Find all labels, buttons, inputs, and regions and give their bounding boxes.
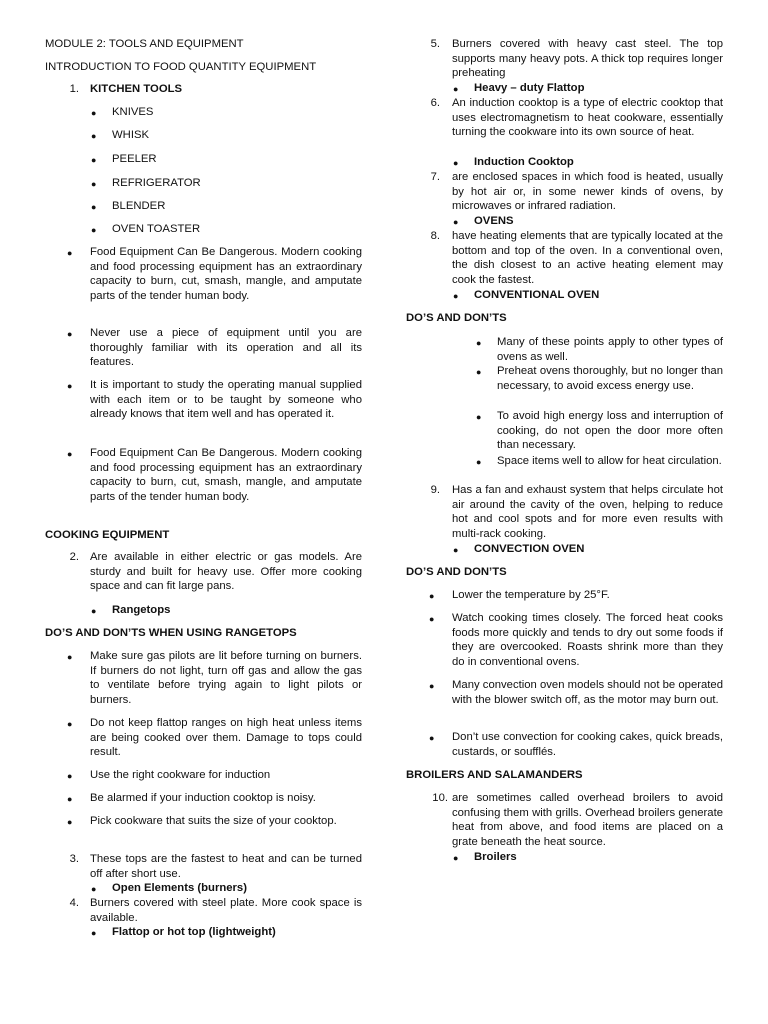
bullet-icon: ●	[67, 652, 73, 662]
item-7-label: OVENS	[474, 215, 514, 227]
bullet-icon: ●	[91, 108, 97, 118]
convection-tip-text: Lower the temperature by 25°F.	[452, 589, 610, 601]
bullet-icon: ●	[453, 84, 459, 94]
intro-title: INTRODUCTION TO FOOD QUANTITY EQUIPMENT	[45, 61, 317, 73]
safety-bullet-text: Food Equipment Can Be Dangerous. Modern cooking and food processing equipment has an extraordinary capacity to burn, cut, smash, mangle, and amputate parts of the tender human body.	[90, 447, 362, 503]
item-2-label: Rangetops	[112, 604, 171, 616]
bullet-icon: ●	[429, 614, 435, 624]
kitchen-tool-item: OVEN TOASTER	[112, 223, 201, 235]
oven-tip-text: Many of these points apply to other types of ovens as well.	[497, 336, 723, 363]
bullet-icon: ●	[67, 817, 73, 827]
item-3-text: These tops are the fastest to heat and can be turned off after short use.	[90, 853, 362, 880]
kitchen-tool-item: REFRIGERATOR	[112, 177, 201, 189]
rangetop-bullet-text: Be alarmed if your induction cooktop is noisy.	[90, 792, 316, 804]
bullet-icon: ●	[91, 225, 97, 235]
item-number-1: 1.	[69, 83, 79, 95]
item-number-4: 4.	[69, 897, 79, 909]
rangetop-bullet-text: Use the right cookware for induction	[90, 769, 271, 781]
item-4-label: Flattop or hot top (lightweight)	[112, 926, 276, 938]
item-9-text: Has a fan and exhaust system that helps circulate hot air around the cavity of the oven, helping to reduce hot and cool spots and for more even results with multi-rack cooking.	[452, 484, 723, 540]
oven-tip-text: To avoid high energy loss and interruption of cooking, do not open the door more often than necessary.	[497, 410, 723, 452]
bullet-icon: ●	[91, 606, 97, 616]
kitchen-tool-item: PEELER	[112, 153, 157, 165]
bullet-icon: ●	[476, 412, 482, 422]
bullet-icon: ●	[476, 457, 482, 467]
cooking-equipment-heading: COOKING EQUIPMENT	[45, 529, 170, 541]
kitchen-tool-item: WHISK	[112, 129, 150, 141]
convection-tip-text: Many convection oven models should not be operated with the blower switch off, as the motor may burn out.	[452, 679, 723, 706]
bullet-icon: ●	[453, 853, 459, 863]
item-number-5: 5.	[430, 38, 440, 50]
rangetop-bullet-text: Pick cookware that suits the size of your cooktop.	[90, 815, 337, 827]
item-8-label: CONVENTIONAL OVEN	[474, 289, 600, 301]
bullet-icon: ●	[67, 794, 73, 804]
bullet-icon: ●	[453, 158, 459, 168]
bullet-icon: ●	[67, 449, 73, 459]
bullet-icon: ●	[453, 545, 459, 555]
kitchen-tool-item: KNIVES	[112, 106, 154, 118]
module-title: MODULE 2: TOOLS AND EQUIPMENT	[45, 38, 244, 50]
rangetop-bullet-text: Make sure gas pilots are lit before turning on burners. If burners do not light, turn off gas and allow the gas to ventilate before trying again to light pilots or burners.	[90, 650, 362, 706]
bullet-icon: ●	[453, 217, 459, 227]
oven-tip-text: Space items well to allow for heat circulation.	[497, 455, 722, 467]
item-9-label: CONVECTION OVEN	[474, 543, 585, 555]
bullet-icon: ●	[91, 155, 97, 165]
item-5-label: Heavy – duty Flattop	[474, 82, 585, 94]
item-5-text: Burners covered with heavy cast steel. The top supports many heavy pots. A thick top requires longer preheating	[452, 38, 723, 80]
item-number-6: 6.	[430, 97, 440, 109]
item-3-label: Open Elements (burners)	[112, 882, 247, 894]
dos-donts-convection-heading: DO’S AND DON’TS	[406, 566, 507, 578]
kitchen-tool-item: BLENDER	[112, 200, 166, 212]
convection-tip-text: Watch cooking times closely. The forced heat cooks foods more quickly and tends to dry out some foods if they are overcooked. Roasts shrink more than they do in conventional ovens.	[452, 612, 723, 668]
item-6-label: Induction Cooktop	[474, 156, 574, 168]
dos-donts-rangetops-heading: DO’S AND DON’TS WHEN USING RANGETOPS	[45, 627, 297, 639]
item-number-8: 8.	[430, 230, 440, 242]
bullet-icon: ●	[91, 884, 97, 894]
safety-bullet-text: Food Equipment Can Be Dangerous. Modern cooking and food processing equipment has an extraordinary capacity to burn, cut, smash, mangle, and amputate parts of the tender human body.	[90, 246, 362, 302]
item-10-text: are sometimes called overhead broilers to avoid confusing them with grills. Overhead broilers generate heat from above, and food items are placed on a grate beneath the heat source.	[452, 792, 723, 848]
kitchen-tools-heading: KITCHEN TOOLS	[90, 83, 183, 95]
item-number-9: 9.	[430, 484, 440, 496]
bullet-icon: ●	[429, 681, 435, 691]
bullet-icon: ●	[429, 591, 435, 601]
bullet-icon: ●	[91, 179, 97, 189]
bullet-icon: ●	[67, 771, 73, 781]
item-number-3: 3.	[69, 853, 79, 865]
bullet-icon: ●	[91, 131, 97, 141]
safety-bullet-text: Never use a piece of equipment until you are thoroughly familiar with its operation and all its features.	[90, 327, 362, 369]
bullet-icon: ●	[67, 329, 73, 339]
item-number-2: 2.	[69, 551, 79, 563]
bullet-icon: ●	[476, 367, 482, 377]
convection-tip-text: Don’t use convection for cooking cakes, quick breads, custards, or soufflés.	[452, 731, 723, 758]
bullet-icon: ●	[67, 719, 73, 729]
bullet-icon: ●	[67, 381, 73, 391]
safety-bullet-text: It is important to study the operating manual supplied with each item or to be taught by someone who already knows that item well and has operated it.	[90, 379, 362, 421]
item-2-text: Are available in either electric or gas models. Are sturdy and built for heavy use. Offer more cooking space and can fit large pans.	[90, 551, 362, 593]
bullet-icon: ●	[476, 338, 482, 348]
rangetop-bullet-text: Do not keep flattop ranges on high heat unless items are being cooked over them. Damage to tops could result.	[90, 717, 362, 759]
bullet-icon: ●	[453, 291, 459, 301]
bullet-icon: ●	[429, 733, 435, 743]
item-10-label: Broilers	[474, 851, 517, 863]
item-number-10: 10.	[432, 792, 448, 804]
item-4-text: Burners covered with steel plate. More cook space is available.	[90, 897, 362, 924]
item-number-7: 7.	[430, 171, 440, 183]
dos-donts-heading: DO’S AND DON’TS	[406, 312, 507, 324]
item-8-text: have heating elements that are typically located at the bottom and top of the oven. In a conventional oven, the dish closest to an active heating element may cook the fastest.	[452, 230, 723, 286]
item-6-text: An induction cooktop is a type of electric cooktop that uses electromagnetism to heat cookware, essentially turning the cookware into its own source of heat.	[452, 97, 723, 139]
item-7-text: are enclosed spaces in which food is heated, usually by hot air or, in some newer kinds of ovens, by microwaves or infrared radiation.	[452, 171, 723, 213]
oven-tip-text: Preheat ovens thoroughly, but no longer than necessary, to avoid excess energy use.	[497, 365, 723, 392]
broilers-salamanders-heading: BROILERS AND SALAMANDERS	[406, 769, 583, 781]
bullet-icon: ●	[91, 928, 97, 938]
bullet-icon: ●	[67, 248, 73, 258]
bullet-icon: ●	[91, 202, 97, 212]
